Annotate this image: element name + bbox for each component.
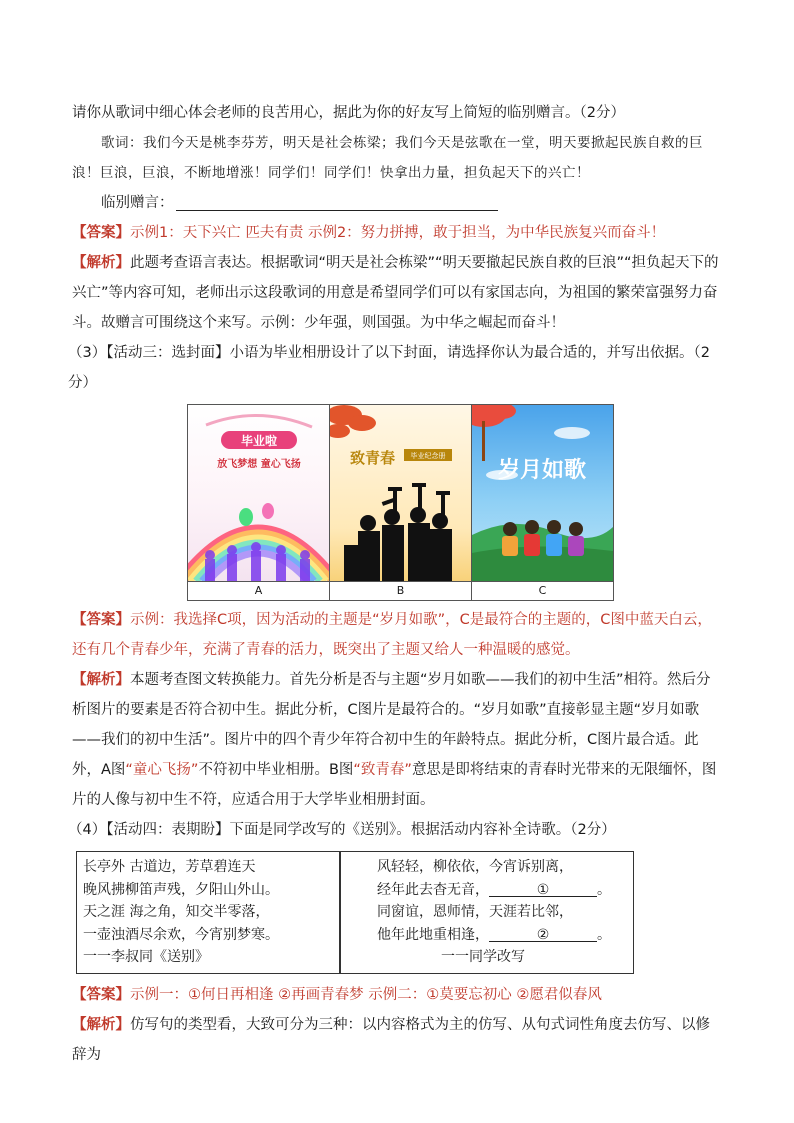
rewritten-poem <box>339 852 633 973</box>
q4-prompt: （4）【活动四：表期盼】下面是同学改写的《送别》。根据活动内容补全诗歌。（2分） <box>68 822 616 838</box>
q3-analysis-text-a: 本题考查图文转换能力。首先分析是否与主题“岁月如歌——我们的初中生活”相符。然后分析图片的要素是否符合初中生。据此分析，C图片是最符合的。“岁月如歌”直接彰显主题“岁月如歌——我们的初中生活”。图片中的四个青少年符合初中生的年龄特点。据此分析，C图片最合适。此外，A图 <box>72 672 711 778</box>
cover-a-image <box>188 405 329 581</box>
blank-2[interactable]: ② <box>489 924 597 942</box>
analysis-tag: 【解析】 <box>72 255 130 271</box>
q2-analysis <box>72 248 724 338</box>
cover-a-label: A <box>188 582 330 601</box>
q3-analysis-text-b: 不符初中毕业相册。B图 <box>198 762 354 778</box>
q2-prompt: 请你从歌词中细心体会老师的良苦用心，据此为你的好友写上简短的临别赠言。（2分） <box>72 105 625 121</box>
answer-tag: 【答案】 <box>72 986 130 1003</box>
q3-prompt: （3）【活动三：选封面】小语为毕业相册设计了以下封面，请选择你认为最合适的，并写出依据。（2分） <box>68 345 710 391</box>
farewell-blank[interactable] <box>176 195 498 211</box>
poem-line: 晚风拂柳笛声残，夕阳山外山。 <box>83 881 279 898</box>
cover-b-image <box>330 405 471 581</box>
analysis-tag: 【解析】 <box>72 672 130 688</box>
cover-c-image <box>472 405 613 581</box>
poem-table <box>76 851 634 974</box>
cover-b-title: 致青春 <box>350 449 396 467</box>
cover-b-subtitle: 毕业纪念册 <box>410 452 446 460</box>
q4-analysis-text: 仿写句的类型看，大致可分为三种：以内容格式为主的仿写、从句式词性角度去仿写、以修辞为 <box>72 1016 710 1063</box>
poem-line: 他年此地重相逢， ② 。 <box>377 924 627 947</box>
poem-line: 一壶浊酒尽余欢，今宵别梦寒。 <box>83 926 279 943</box>
analysis-tag: 【解析】 <box>72 1016 130 1033</box>
rewritten-poem-signature: 一一同学改写 <box>441 949 525 965</box>
q3-analysis-text-c: 意思是即将结束的青春时光带来的无限缅怀，图片的人像与初中生不符，应适合用于大学毕业相册封面。 <box>72 762 717 808</box>
farewell-line <box>72 188 724 218</box>
poem-line: 同窗谊，恩师情，天涯若比邻， <box>377 904 573 920</box>
cover-a-subtitle: 放飞梦想 童心飞扬 <box>217 459 301 470</box>
poem-line: 风轻轻，柳依依，今宵诉别离， <box>377 859 573 875</box>
poem-line: 天之涯 海之角，知交半零落， <box>83 904 270 920</box>
poem-line: 长亭外 古道边，芳草碧连天 <box>83 859 256 875</box>
q3-answer <box>72 605 724 665</box>
q4-answer <box>72 980 724 1010</box>
q3-answer-text: 示例：我选择C项，因为活动的主题是“岁月如歌”，C是最符合的主题的，C图中蓝天白云，还有几个青春少年，充满了青春的活力，既突出了主题又给人一种温暖的感觉。 <box>72 612 712 658</box>
q3-analysis-highlight-1: “童心飞扬” <box>125 762 199 778</box>
cover-c-title: 岁月如歌 <box>497 457 587 483</box>
blank-1[interactable]: ① <box>489 879 597 897</box>
answer-tag: 【答案】 <box>72 612 130 628</box>
cover-b-cell[interactable] <box>330 405 472 582</box>
q2-answer <box>72 218 724 248</box>
cover-c-cell[interactable] <box>472 405 614 582</box>
original-poem-signature: 一一李叔同《送别》 <box>83 949 209 965</box>
cover-options-table <box>187 404 614 601</box>
q4-analysis <box>72 1010 724 1070</box>
cover-a-cell[interactable] <box>188 405 330 582</box>
original-poem <box>77 852 339 973</box>
q2-answer-text: 示例1：天下兴亡 匹夫有责 示例2：努力拼搏，敢于担当，为中华民族复兴而奋斗！ <box>130 225 666 241</box>
lyrics: 歌词：我们今天是桃李芬芳，明天是社会栋梁；我们今天是弦歌在一堂，明天要掀起民族自救的巨浪！巨浪，巨浪，不断地增涨！同学们！同学们！快拿出力量，担负起天下的兴亡！ <box>72 135 703 181</box>
page-body <box>68 98 724 1070</box>
farewell-label: 临别赠言： <box>101 195 174 211</box>
q4-answer-part-c: 示例二：①莫要忘初心 <box>363 986 517 1003</box>
answer-tag: 【答案】 <box>72 225 130 241</box>
q4-answer-part-b: ②再画青春梦 <box>278 986 364 1003</box>
q3-analysis <box>72 665 724 815</box>
q4-answer-part-d: ②愿君似春风 <box>516 986 602 1003</box>
q4-answer-part-a: 示例一：①何日再相逢 <box>130 986 279 1003</box>
cover-a-title: 毕业啦 <box>240 434 278 448</box>
q2-analysis-text: 此题考查语言表达。根据歌词“明天是社会栋梁”“明天要撤起民族自救的巨浪”“担负起天下的兴亡”等内容可知，老师出示这段歌词的用意是希望同学们可以有家国志向，为祖国的繁荣富强努力奋斗。故赠言可围绕这个来写。示例：少年强，则国强。为中华之崛起而奋斗！ <box>72 255 719 331</box>
cover-c-label: C <box>472 582 614 601</box>
cover-b-label: B <box>330 582 472 601</box>
q3-analysis-highlight-2: “致青春” <box>353 762 412 778</box>
poem-line: 经年此去杳无音， ① 。 <box>377 879 627 902</box>
